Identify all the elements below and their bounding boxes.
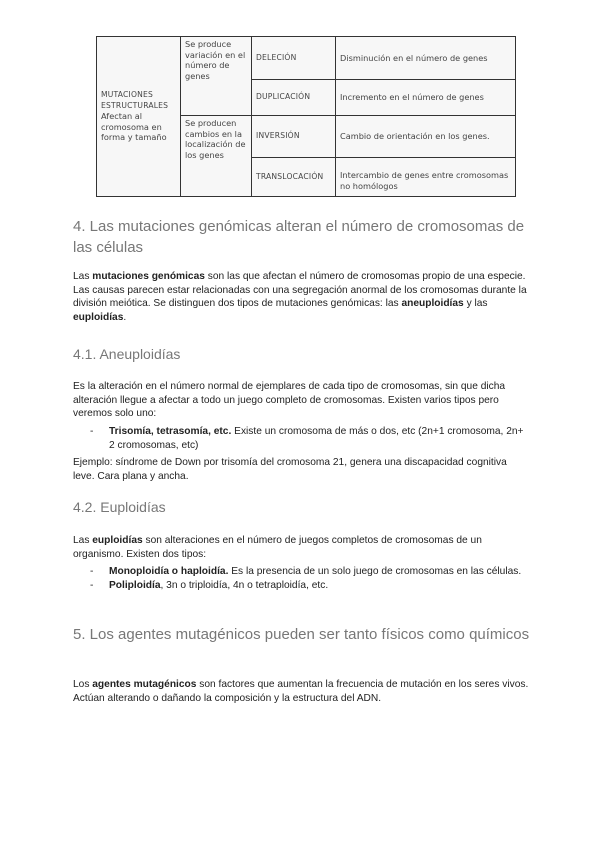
text-run: , 3n o triploidía, 4n o tetraploidía, etc.: [160, 579, 329, 591]
list-item: [90, 425, 530, 452]
section-4-2-title: 4.2. Euploidías: [73, 499, 166, 515]
section-4-2-paragraph: [73, 534, 529, 561]
table-kind-cell: DUPLICACIÓN: [252, 80, 336, 116]
text-run: son las que afectan el número de cromosomas propio de una especie. Las causas parecen estar relacionadas con una segregación anormal de los cromosomas durante la división meiótica. Se distinguen dos tipos de mutaciones genómicas: las: [73, 271, 527, 310]
text-run: Las: [73, 535, 93, 546]
table-desc-cell: Intercambio de genes entre cromosomas no homólogos: [336, 158, 516, 197]
section-5-title: 5. Los agentes mutagénicos pueden ser tanto físicos como químicos: [73, 626, 530, 643]
text-run: Las: [73, 271, 93, 282]
category-line: forma y tamaño: [101, 132, 167, 143]
table-desc-cell: Cambio de orientación en los genes.: [336, 116, 516, 158]
aneuploidy-list: [90, 425, 530, 452]
text-run: son alteraciones en el número de juegos completos de cromosomas de un organismo. Existen dos tipos:: [73, 535, 482, 560]
section-4-title: 4. Las mutaciones genómicas alteran el número de cromosomas de las células: [73, 218, 525, 256]
section-5-paragraph: [73, 678, 529, 705]
list-item: [90, 579, 530, 593]
bold-term: euploidías: [73, 312, 124, 324]
text-run: y las: [463, 298, 488, 310]
table-kind-cell: INVERSIÓN: [252, 116, 336, 158]
text-run: son factores que aumentan la frecuencia de mutación en los seres vivos. Actúan alterando o dañando la composición y la estructura del ADN.: [73, 679, 529, 704]
table-category-cell: [97, 37, 181, 197]
bold-term: Trisomía, tetrasomía, etc.: [109, 426, 232, 437]
table-desc-cell: Disminución en el número de genes: [336, 37, 516, 80]
bold-term: aneuploidías: [401, 298, 464, 310]
euploidy-list: [90, 565, 530, 592]
bold-term: euploidías: [92, 535, 143, 546]
bold-term: Monoploidía o haploidía.: [109, 566, 229, 577]
text-run: Es la presencia de un solo juego de cromosomas en las células.: [228, 566, 522, 577]
table-group-cell: Se producen cambios en la localización de los genes: [181, 116, 252, 197]
text-run: Existe un cromosoma de más o dos, etc (2n+1 cromosoma, 2n+ 2 cromosomas, etc): [109, 426, 524, 451]
category-line: MUTACIONES: [101, 90, 154, 100]
example-paragraph: Ejemplo: síndrome de Down por trisomía del cromosoma 21, genera una discapacidad cognitiva leve. Cara plana y ancha.: [73, 457, 507, 482]
category-line: Afectan al: [101, 111, 143, 122]
bold-term: Poliploidía: [109, 579, 161, 591]
table-desc-cell: Incremento en el número de genes: [336, 80, 516, 116]
table-kind-cell: TRANSLOCACIÓN: [252, 158, 336, 197]
text-run: .: [123, 312, 127, 324]
text-run: Los: [73, 679, 93, 690]
table-group-cell: Se produce variación en el número de genes: [181, 37, 252, 116]
bold-term: mutaciones genómicas: [92, 271, 205, 282]
section-4-paragraph: [73, 270, 529, 325]
category-line: ESTRUCTURALES: [101, 100, 169, 110]
section-4-1-title: 4.1. Aneuploidías: [73, 346, 181, 362]
section-4-1-paragraph: Es la alteración en el número normal de ejemplares de cada tipo de cromosomas, sin que dicha alteración llegue a afectar a todo un juego completo de cromosomas. Existen varios tipos pero veremos solo uno:: [73, 381, 506, 420]
table-kind-cell: DELECIÓN: [252, 37, 336, 80]
list-item: [90, 565, 530, 579]
category-line: cromosoma en: [101, 121, 162, 132]
bold-term: agentes mutagénicos: [92, 679, 197, 690]
mutations-table: [96, 36, 516, 197]
